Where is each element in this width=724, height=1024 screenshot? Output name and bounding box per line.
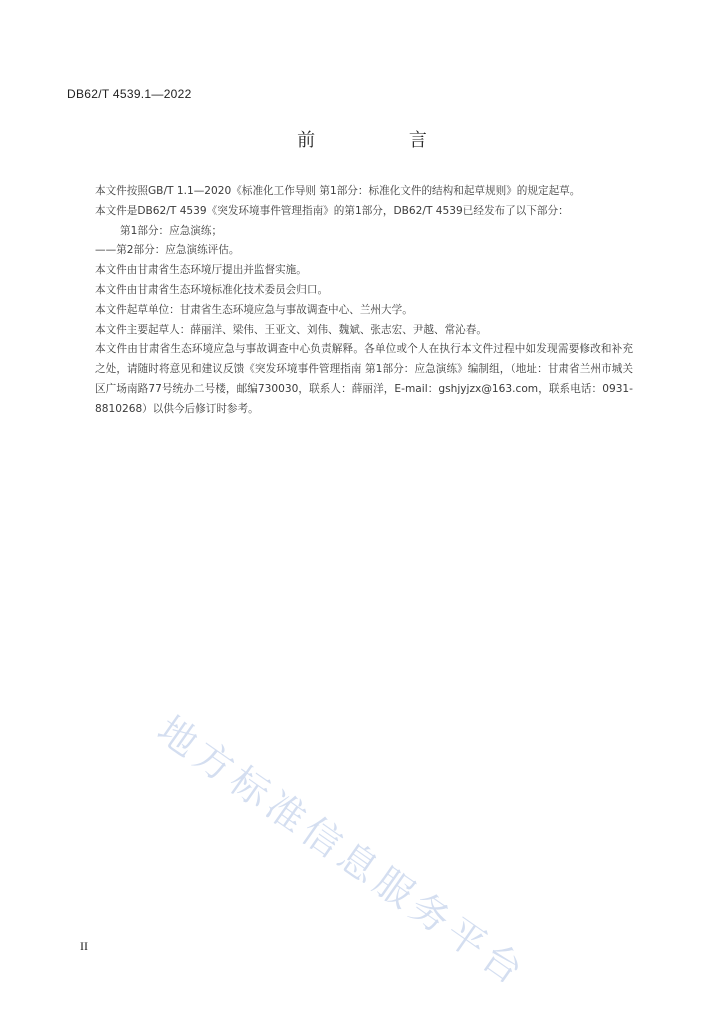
foreword-body: [95, 182, 633, 420]
paragraph-drafters: 本文件主要起草人：薛丽洋、梁伟、王亚文、刘伟、魏斌、张志宏、尹越、常沁春。: [95, 323, 487, 336]
standard-code: DB62/T 4539.1—2022: [67, 87, 192, 101]
paragraph-interpretation: 本文件由甘肃省生态环境应急与事故调查中心负责解释。各单位或个人在执行本文件过程中如发现需要修改和补充之处，请随时将意见和建议反馈《突发环境事件管理指南 第1部分：应急演练》编制组，（地址：甘肃省兰州市城关区广场南路77号统办二号楼，邮编730030，联系人：薛丽洋，E-mail：gshjyjzx@163.com，联系电话：0931-8810268）以供今后修订时参考。: [95, 343, 633, 415]
page-number: II: [80, 939, 88, 953]
list-item-part1: 第1部分：应急演练；: [120, 224, 223, 237]
watermark: 地方标准信息服务平台: [149, 707, 536, 996]
paragraph-drafting-rules: 本文件按照GB/T 1.1—2020《标准化工作导则 第1部分：标准化文件的结构和起草规则》的规定起草。: [95, 185, 581, 197]
paragraph-centralized: 本文件由甘肃省生态环境标准化技术委员会归口。: [95, 283, 329, 296]
page-title: 前 言: [297, 130, 471, 151]
paragraph-drafting-units: 本文件起草单位：甘肃省生态环境应急与事故调查中心、兰州大学。: [95, 303, 413, 316]
paragraph-proposer: 本文件由甘肃省生态环境厅提出并监督实施。: [95, 264, 307, 277]
paragraph-part-info: 本文件是DB62/T 4539《突发环境事件管理指南》的第1部分，DB62/T 4539已经发布了以下部分：: [95, 204, 569, 217]
list-item-part2: ——第2部分：应急演练评估。: [95, 244, 240, 257]
